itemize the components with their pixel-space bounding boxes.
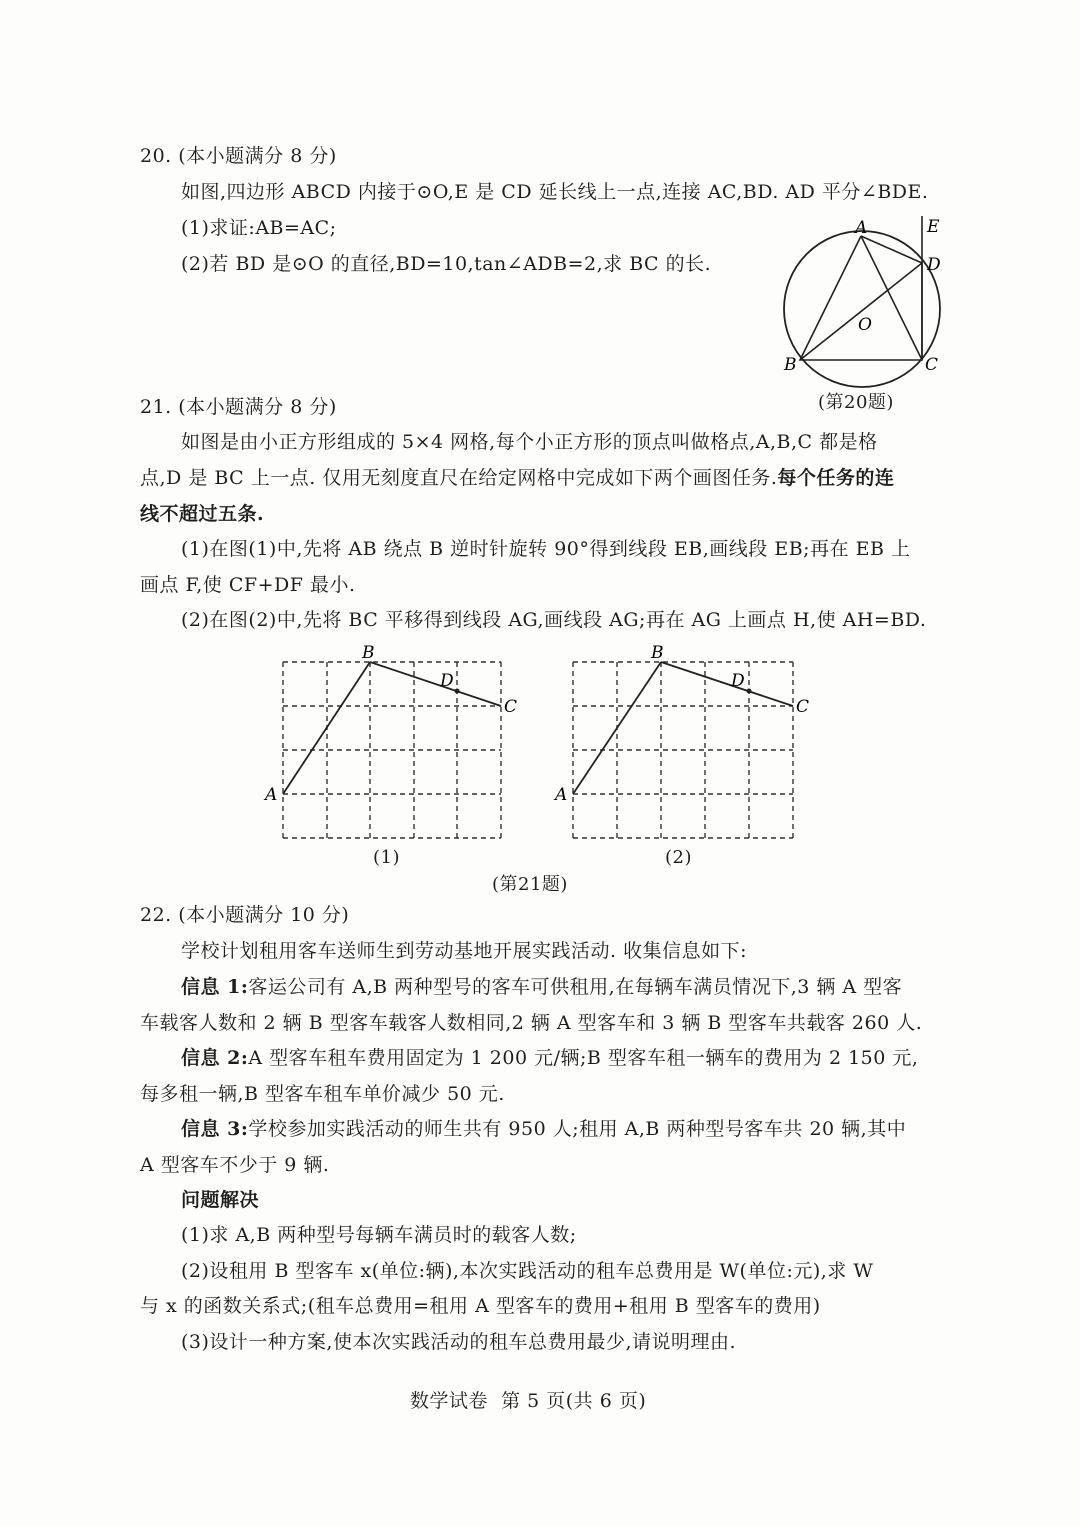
q21-fig2-point-D	[747, 689, 752, 694]
q21-grid-figure-1	[258, 640, 528, 850]
q21-header: 21. (本小题满分 8 分)	[140, 396, 337, 418]
q20-header: 20. (本小题满分 8 分)	[140, 145, 337, 167]
q21-fig2-label-B: B	[651, 643, 664, 663]
q21-part1-line2: 画点 F,使 CF+DF 最小.	[140, 574, 356, 596]
q20-label-D: D	[927, 255, 941, 275]
q21-fig2-label-A: A	[555, 785, 568, 805]
q22-part3: (3)设计一种方案,使本次实践活动的租车总费用最少,请说明理由.	[181, 1331, 737, 1353]
q21-fig2-label-C: C	[796, 697, 810, 717]
q22-info3-line1	[181, 1117, 906, 1141]
q20-line-AC	[861, 236, 922, 360]
q21-part1-line1: (1)在图(1)中,先将 AB 绕点 B 逆时针旋转 90°得到线段 EB,画线段 EB;再在 EB 上	[181, 538, 911, 560]
q20-label-E: E	[927, 217, 940, 237]
q21-fig1-label-D: D	[440, 671, 454, 691]
q21-stem-line2	[140, 466, 894, 490]
q22-part1: (1)求 A,B 两种型号每辆车满员时的载客人数;	[181, 1224, 577, 1246]
q20-part2: (2)若 BD 是⊙O 的直径,BD=10,tan∠ADB=2,求 BC 的长.	[181, 253, 712, 275]
q21-part2: (2)在图(2)中,先将 BC 平移得到线段 AG,画线段 AG;再在 AG 上画点 H,使 AH=BD.	[181, 609, 927, 631]
q22-info3-label: 信息 3:	[181, 1118, 249, 1140]
q22-part2-line1: (2)设租用 B 型客车 x(单位:辆),本次实践活动的租车总费用是 W(单位:元),求 W	[181, 1260, 874, 1282]
q20-label-A: A	[855, 218, 868, 238]
q21-fig2-caption: (2)	[665, 847, 692, 868]
q21-fig1-segment-BC	[370, 662, 501, 706]
q22-info3-text1: 学校参加实践活动的师生共有 950 人;租用 A,B 两种型号客车共 20 辆,其中	[248, 1118, 907, 1140]
q20-label-B: B	[784, 355, 797, 375]
q22-header: 22. (本小题满分 10 分)	[140, 904, 350, 926]
q22-info1-line1	[181, 975, 902, 999]
q22-info2-text1: A 型客车租车费用固定为 1 200 元/辆;B 型客车租一辆车的费用为 2 150 元,	[248, 1047, 919, 1069]
q22-section-title: 问题解决	[181, 1189, 260, 1211]
q21-fig2-label-D: D	[731, 671, 745, 691]
q20-stem: 如图,四边形 ABCD 内接于⊙O,E 是 CD 延长线上一点,连接 AC,BD. AD 平分∠BDE.	[181, 181, 929, 203]
q21-fig1-point-D	[455, 689, 460, 694]
q21-fig2-segment-BC	[661, 662, 793, 706]
q20-line-BD	[800, 263, 922, 360]
q22-info1-line2: 车载客人数和 2 辆 B 型客车载客人数相同,2 辆 A 型客车和 3 辆 B 型客车共载客 260 人.	[140, 1012, 923, 1034]
q20-label-C: C	[925, 355, 939, 375]
page-footer: 数学试卷 第 5 页(共 6 页)	[410, 1390, 647, 1412]
q21-stem-line1: 如图是由小正方形组成的 5×4 网格,每个小正方形的顶点叫做格点,A,B,C 都是格	[181, 431, 878, 453]
q20-part1: (1)求证:AB=AC;	[181, 217, 337, 239]
q20-quad	[800, 236, 922, 360]
q21-figure-caption: (第21题)	[492, 874, 568, 895]
q22-info3-line2: A 型客车不少于 9 辆.	[140, 1154, 330, 1176]
q22-part2-line2: 与 x 的函数关系式;(租车总费用=租用 A 型客车的费用+租用 B 型客车的费用)	[140, 1295, 821, 1317]
q22-intro: 学校计划租用客车送师生到劳动基地开展实践活动. 收集信息如下:	[181, 940, 747, 962]
q21-grid-figure-2	[548, 640, 818, 850]
q22-info2-line1	[181, 1046, 918, 1070]
q20-figure	[770, 205, 950, 390]
q22-info1-text1: 客运公司有 A,B 两种型号的客车可供租用,在每辆车满员情况下,3 辆 A 型客	[248, 976, 903, 998]
q22-info2-label: 信息 2:	[181, 1047, 249, 1069]
q22-info2-line2: 每多租一辆,B 型客车租车单价减少 50 元.	[140, 1083, 505, 1105]
q22-info1-label: 信息 1:	[181, 976, 249, 998]
q21-fig1-label-C: C	[504, 697, 518, 717]
q21-fig1-label-B: B	[362, 643, 375, 663]
q20-label-O: O	[858, 315, 872, 335]
q21-fig1-label-A: A	[265, 785, 278, 805]
q21-fig1-caption: (1)	[373, 847, 400, 868]
q21-stem-line2-b: 每个任务的连	[777, 467, 895, 489]
q20-figure-caption: (第20题)	[818, 392, 894, 413]
q21-stem-line2-a: 点,D 是 BC 上一点. 仅用无刻度直尺在给定网格中完成如下两个画图任务.	[140, 467, 778, 489]
q21-stem-line3: 线不超过五条.	[140, 503, 265, 525]
